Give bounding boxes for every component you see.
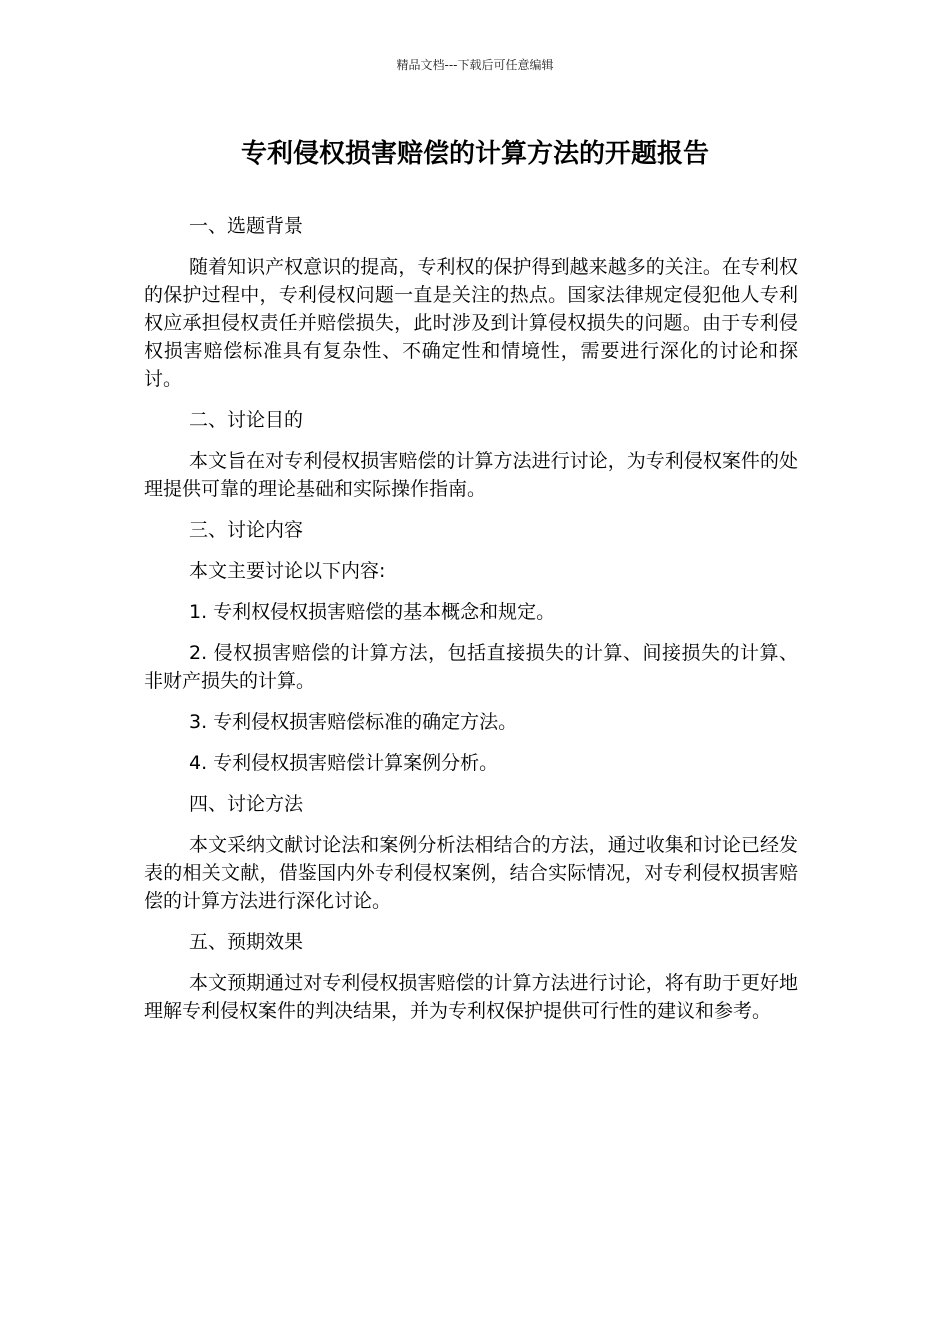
document-title: 专利侵权损害赔偿的计算方法的开题报告: [240, 139, 709, 169]
content-list-item-3: 3. 专利侵权损害赔偿标准的确定方法。: [189, 711, 518, 733]
method-paragraph: 本文采纳文献讨论法和案例分析法相结合的方法，通过收集和讨论已经发表的相关文献，借鉴国内外专利侵权案例，结合实际情况，对专利侵权损害赔偿的计算方法进行深化讨论。: [144, 834, 798, 912]
purpose-paragraph: 本文旨在对专利侵权损害赔偿的计算方法进行讨论，为专利侵权案件的处理提供可靠的理论基础和实际操作指南。: [144, 450, 798, 500]
section-heading-background: 一、选题背景: [189, 215, 304, 237]
section-heading-purpose: 二、讨论目的: [189, 409, 304, 431]
section-heading-expected-results: 五、预期效果: [189, 931, 304, 953]
document-body: [144, 212, 798, 1038]
background-paragraph: 随着知识产权意识的提高，专利权的保护得到越来越多的关注。在专利权的保护过程中，专利侵权问题一直是关注的热点。国家法律规定侵犯他人专利权应承担侵权责任并赔偿损失，此时涉及到计算侵权损失的问题。由于专利侵权损害赔偿标准具有复杂性、不确定性和情境性，需要进行深化的讨论和探讨。: [144, 256, 798, 390]
section-heading-content: 三、讨论内容: [189, 519, 304, 541]
content-intro-paragraph: 本文主要讨论以下内容:: [189, 560, 386, 582]
content-list-item-2: 2. 侵权损害赔偿的计算方法，包括直接损失的计算、间接损失的计算、非财产损失的计算。: [144, 642, 798, 692]
expected-results-paragraph: 本文预期通过对专利侵权损害赔偿的计算方法进行讨论，将有助于更好地理解专利侵权案件的判决结果，并为专利权保护提供可行性的建议和参考。: [144, 972, 798, 1022]
section-heading-method: 四、讨论方法: [189, 793, 304, 815]
content-list-item-1: 1. 专利权侵权损害赔偿的基本概念和规定。: [189, 601, 556, 623]
page-header: 精品文档---下载后可任意编辑: [396, 58, 554, 72]
content-list-item-4: 4. 专利侵权损害赔偿计算案例分析。: [189, 752, 499, 774]
